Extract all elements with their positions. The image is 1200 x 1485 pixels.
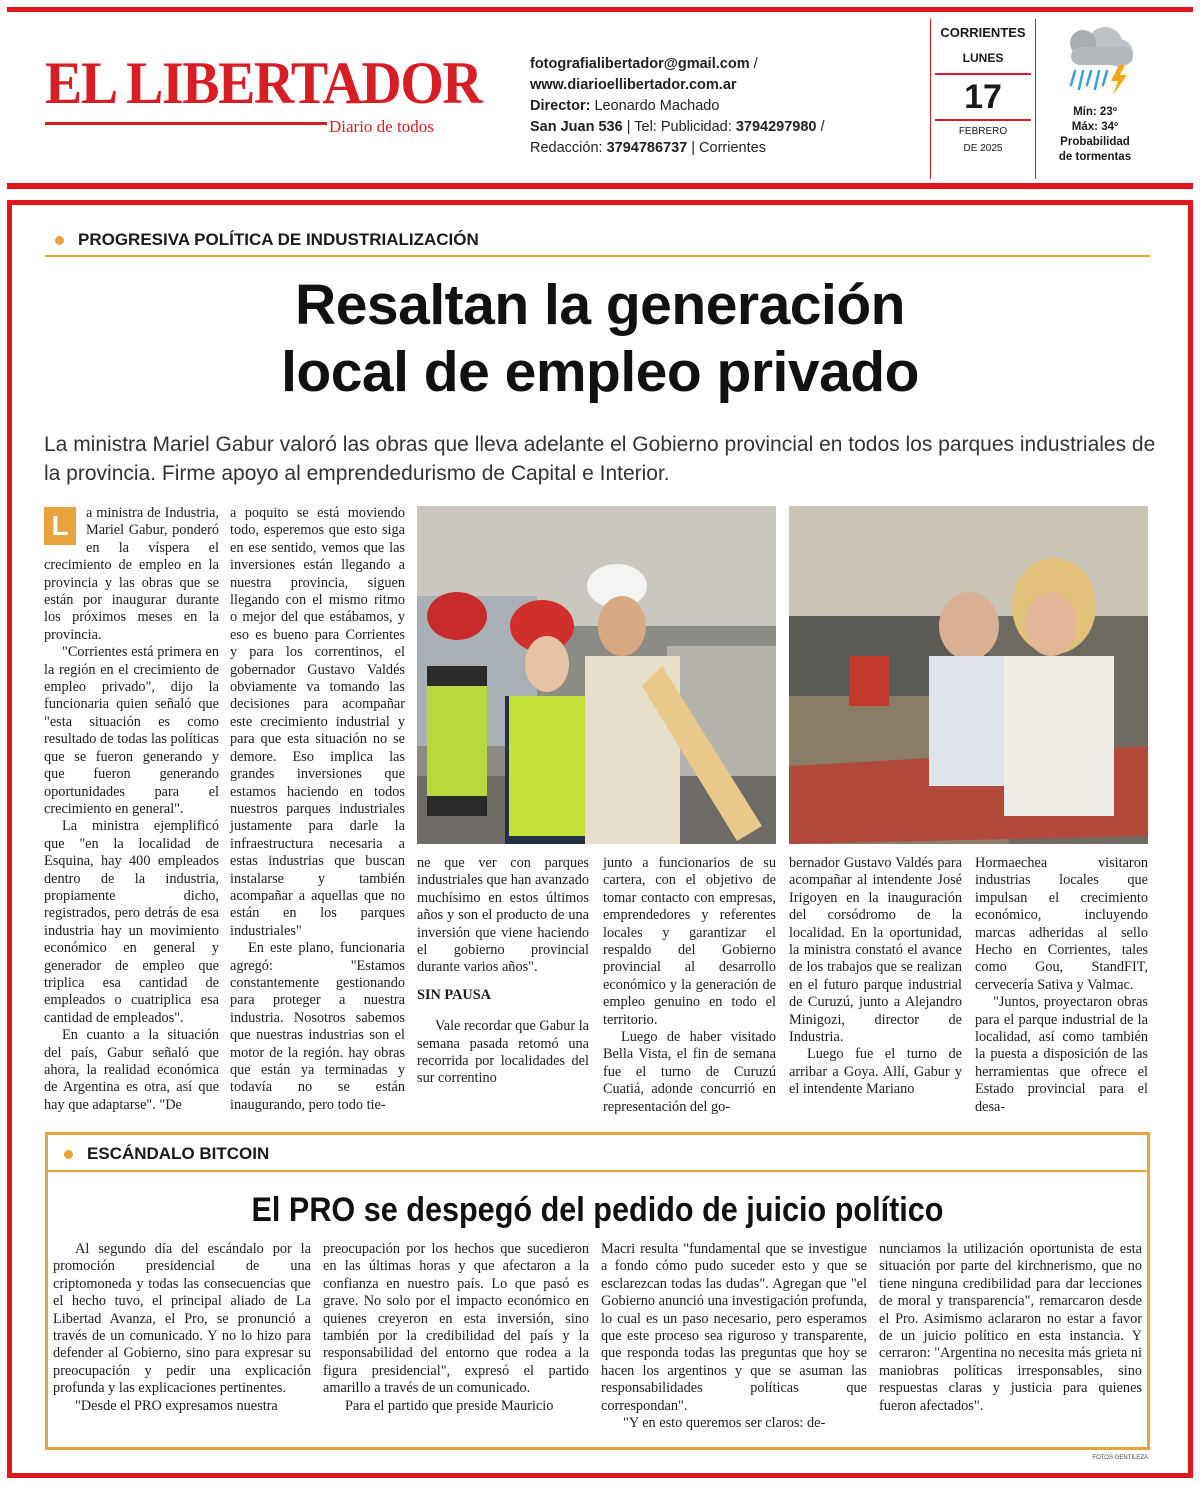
director-name: Leonardo Machado (590, 98, 720, 114)
article2-column-4 (879, 1241, 1142, 1415)
article2-kicker (64, 1144, 269, 1164)
paragraph: Luego fue el turno de arribar a Goya. Allí, Gabur y el intendente Mariano (789, 1046, 962, 1098)
article2-column-3 (601, 1241, 867, 1432)
tel-publicidad: 3794297980 (735, 119, 817, 135)
paragraph: ne que ver con parques industriales que han avanzado muchísimo en estos últimos años y son el producto de una inversión que viene haciendo el gobierno provincial durante varios años". (417, 855, 589, 976)
date-city: CORRIENTES (940, 25, 1026, 40)
photo-illustration (789, 506, 1148, 844)
headline-line1: Resaltan la generación (295, 273, 905, 337)
article1-column-3 (417, 855, 589, 1088)
kicker-rule (48, 1170, 1147, 1172)
logo-underline (45, 122, 327, 125)
kicker-bullet-icon (64, 1150, 73, 1159)
paragraph: En este plano, funcionaria agregó: "Estamos constantemente gestionando para proteger a nuestra industria. Nosotros sabemos que nuestras industrias son el motor de la región. hay obras que están ya terminadas y todavía no se están inaugurando, pero todo tie- (230, 940, 405, 1113)
date-month: FEBRERO (958, 126, 1008, 137)
director-label: Director: (530, 98, 591, 114)
paragraph: "Desde el PRO expresamos nuestra (75, 1397, 278, 1414)
contact-website[interactable]: www.diarioellibertador.com.ar (530, 77, 737, 93)
top-red-rule (7, 7, 1193, 12)
article1-column-5 (789, 855, 962, 1099)
paragraph: "Corrientes está primera en la región en el crecimiento de empleo privado", dijo la funcionaria quien señaló que "esta situación es como resultado de todas las políticas que se fueron generando y que fueron generando oportunidades para el crecimiento en general". (44, 644, 219, 817)
logo-tagline: Diario de todos (329, 117, 434, 136)
masthead-contact (530, 54, 825, 159)
headline-line2: local de empleo privado (281, 340, 919, 404)
date-year: DE 2025 (963, 143, 1003, 154)
weather-max: Máx: 34º (1071, 121, 1119, 133)
article1-column-4 (603, 855, 776, 1116)
article2-column-2 (323, 1241, 589, 1415)
article1-column-1 (44, 505, 219, 1114)
paragraph: bernador Gustavo Valdés para acompañar al intendente José Irigoyen en la inauguración del corsódromo de la localidad. En la oportunidad, la ministra constató el avance de los trabajos que se realizan en el futuro parque industrial de Curuzú, junto a Alejandro Minigozi, director de Industria. (789, 855, 962, 1046)
paragraph: Macri resulta "fundamental que se investigue a fondo cómo pudo suceder esto y que se esclarezcan todas las dudas". Agregan que "el Gobierno anunció una investigación profunda, lo cual es un paso necesario, pero esperamos que este proceso sea riguroso y transparente, que responda todas las preguntas que hoy se hacen los argentinos y que se asuman las responsabilidades políticas que correspondan". (601, 1241, 867, 1414)
photo-factory-visit-1[interactable] (417, 506, 776, 844)
article1-kicker-text: PROGRESIVA POLÍTICA DE INDUSTRIALIZACIÓN (78, 230, 479, 249)
dropcap: L (44, 507, 76, 545)
paragraph: preocupación por los hechos que sucedieron en las últimas horas y que afectaron a la confianza en nuestro país. Lo que pasó es grave. No solo por el impacto económico en quienes creyeron en esta inversión, sino también por la credibilidad del país y la responsabilidad del entorno que rodea a la figura presidencial", expresó el partido amarillo a través de un comunicado. (323, 1241, 589, 1397)
photo-illustration (417, 506, 776, 844)
paragraph: junto a funcionarios de su cartera, con el objetivo de tomar contacto con empresas, emprendedores y referentes locales y garantizar el respaldo del Gobierno provincial al desarrollo económico y la generación de empleo genuino en todo el territorio. (603, 855, 776, 1028)
date-day-number: 17 (964, 78, 1002, 116)
contact-email[interactable]: fotografialibertador@gmail.com (530, 56, 750, 72)
paragraph: Vale recordar que Gabur la semana pasada retomó una recorrida por localidades del sur correntino (417, 1018, 590, 1087)
article1-headline[interactable] (40, 272, 1160, 406)
kicker-rule (45, 255, 1150, 257)
weather-widget (1045, 19, 1145, 165)
newspaper-logo[interactable] (45, 50, 482, 136)
article1-column-2 (230, 505, 405, 1114)
paragraph: En cuanto a la situación del país, Gabur señaló que ahora, la realidad económica de Argentina es otra, así que hay que adaptarse". "De (44, 1027, 219, 1113)
photo-factory-visit-2[interactable] (789, 506, 1148, 844)
city-tail: | Corrientes (687, 140, 766, 156)
contact-sep: / (749, 56, 758, 72)
paragraph: nunciamos la utilización oportunista de esta situación por parte del kirchnerismo, que no tiene ninguna credibilidad para dar lecciones de moral y transparencia", remarcaron desde el Pro. Asimismo aclararon no estar a favor de un juicio político en esta instancia. Y cerraron: "Argentina no necesita más grieta ni maniobras políticas irresponsables, sino respuestas claras y justicia para quienes fueron afectados". (879, 1241, 1142, 1414)
paragraph: Luego de haber visitado Bella Vista, el fin de semana fue el turno de Curuzú Cuatiá, adonde concurrió en representación del go- (603, 1029, 776, 1115)
article2-kicker-text: ESCÁNDALO BITCOIN (87, 1144, 270, 1163)
paragraph: Hormaechea visitaron industrias locales que impulsan el crecimiento económico, incluyendo marcas adheridas al sello Hecho en Corrientes, tales como Gou, StandFIT, cervecería Sativa y Valmac. (975, 855, 1148, 993)
paragraph: a ministra de Industria, Mariel Gabur, ponderó en la víspera el crecimiento de empleo en la provincia y las obras que se están por inaugurar durante los próximos meses en la provincia. (44, 505, 219, 643)
paragraph: a poquito se está moviendo todo, esperemos que esto siga en ese sentido, vemos que las inversiones están llegando a nuestra provincia, siguen llegando con el mismo ritmo o mejor del que estábamos, y eso es bueno para Corrientes y para los correntinos, el gobernador Gustavo Valdés obviamente va tomando las decisiones para acompañar este crecimiento industrial y para que esta situación no se demore. Eso implica las grandes inversiones que estamos haciendo en todos nuestros parques industriales justamente para darle la infraestructura necesaria a estas industrias que buscan instalarse y también acompañar a aquellas que no están en los parques industriales" (230, 505, 405, 939)
storm-cloud-icon (1053, 19, 1137, 97)
paragraph: Para el partido que preside Mauricio (345, 1397, 554, 1414)
paragraph: La ministra ejemplificó que "en la localidad de Esquina, hay 400 empleados dentro de la industria, propiamente dicho, registrados, pero detrás de esa industria hay un movimiento económico en general y generador de empleo que triplica esa cantidad de empleados o cuatriplica esa cantidad de empleados". (44, 818, 219, 1026)
kicker-bullet-icon (55, 236, 64, 245)
redaccion-label: Redacción: (530, 140, 607, 156)
article2-headline[interactable]: El PRO se despegó del pedido de juicio político (251, 1191, 944, 1229)
paragraph: Al segundo día del escándalo por la promoción presidencial de una criptomoneda y todas las consecuencias que el hecho tuvo, el principal aliado de La Libertad Avanza, el Pro, se pronunció a través de un comunicado. Y no lo hizo para defender al Gobierno, sino para expresar su preocupación y pedir una explicación profunda y las explicaciones pertinentes. (53, 1241, 311, 1397)
article1-kicker (55, 230, 479, 250)
masthead-red-rule (7, 183, 1193, 189)
photo-credit: FOTOS GENTILEZA (1092, 1455, 1148, 1461)
tel-label: | Tel: Publicidad: (622, 119, 736, 135)
article1-column-6 (975, 855, 1148, 1116)
date-divider (935, 119, 1031, 121)
logo-text: EL LIBERTADOR (45, 50, 482, 116)
paragraph: "Y en esto queremos ser claros: de- (623, 1415, 826, 1432)
weather-forecast-line1: Probabilidad (1060, 136, 1130, 148)
tel-redaccion: 3794786737 (606, 140, 688, 156)
contact-address: San Juan 536 (530, 119, 623, 135)
date-box (930, 19, 1036, 179)
weather-forecast-line2: de tormentas (1058, 151, 1132, 163)
date-weekday: LUNES (962, 51, 1004, 65)
subheading: SIN PAUSA (417, 986, 492, 1003)
article1-deck: La ministra Mariel Gabur valoró las obras que lleva adelante el Gobierno provincial en todos los parques industriales de la provincia. Firme apoyo al emprendedurismo de Capital e Interior. (44, 433, 1156, 485)
weather-min: Mín: 23º (1073, 106, 1117, 118)
tel-sep: / (816, 119, 825, 135)
paragraph: "Juntos, proyectaron obras para el parque industrial de la localidad, así como también la puesta a disposición de las herramientas que ofrece el Estado provincial para el desa- (975, 994, 1148, 1115)
article2-column-1 (53, 1241, 311, 1415)
